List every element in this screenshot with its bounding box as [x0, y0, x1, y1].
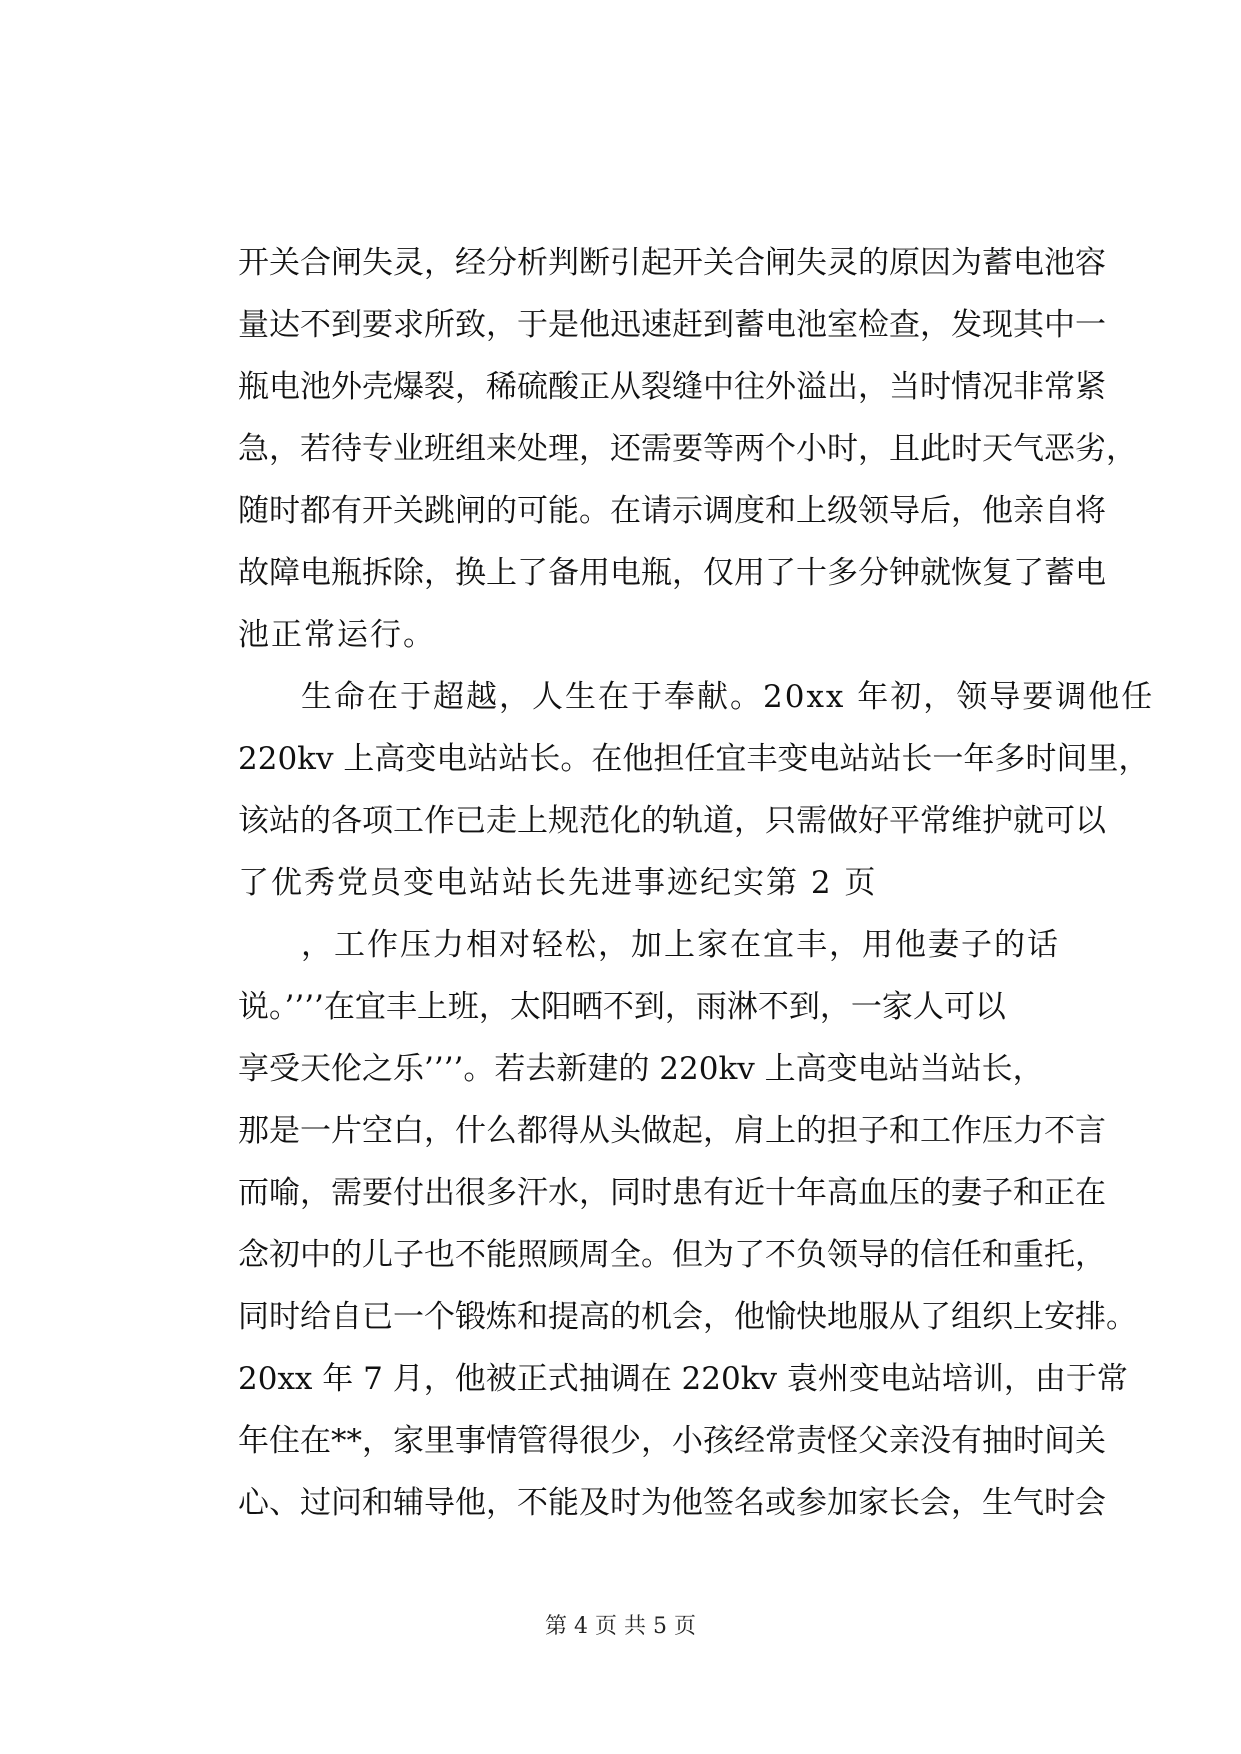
text-line: 说。’’’’在宜丰上班，太阳晒不到，雨淋不到，一家人可以: [238, 989, 1006, 1025]
text-line: 而喻，需要付出很多汗水，同时患有近十年高血压的妻子和正在: [238, 1175, 1106, 1211]
text-line: 享受天伦之乐’’’’。若去新建的 220kv 上高变电站当站长，: [238, 1051, 1044, 1087]
page-footer: [0, 1612, 1241, 1642]
text-line: 同时给自已一个锻炼和提高的机会，他愉快地服从了组织上安排。: [238, 1299, 1137, 1335]
text-line: 量达不到要求所致，于是他迅速赶到蓄电池室检查，发现其中一: [238, 307, 1106, 343]
text-line: ，工作压力相对轻松，加上家在宜丰，用他妻子的话: [301, 927, 1060, 963]
text-line: 该站的各项工作已走上规范化的轨道，只需做好平常维护就可以: [238, 803, 1106, 839]
text-line: 随时都有开关跳闸的可能。在请示调度和上级领导后，他亲自将: [238, 493, 1106, 529]
text-line: 池正常运行。: [238, 617, 436, 653]
text-line: 故障电瓶拆除，换上了备用电瓶，仅用了十多分钟就恢复了蓄电: [238, 555, 1106, 591]
text-line: 急，若待专业班组来处理，还需要等两个小时，且此时天气恶劣，: [238, 431, 1137, 467]
text-line: 年住在**，家里事情管得很少，小孩经常责怪父亲没有抽时间关: [238, 1423, 1106, 1459]
page-number-label: 第 4 页 共 5 页: [545, 1614, 696, 1639]
document-body: [238, 232, 1155, 1534]
text-line: 生命在于超越，人生在于奉献。20xx 年初，领导要调他任: [301, 679, 1155, 715]
text-line: 220kv 上高变电站站长。在他担任宜丰变电站站长一年多时间里，: [238, 741, 1150, 777]
text-line: 那是一片空白，什么都得从头做起，肩上的担子和工作压力不言: [238, 1113, 1106, 1149]
text-line: 念初中的儿子也不能照顾周全。但为了不负领导的信任和重托，: [238, 1237, 1106, 1273]
text-line: 了优秀党员变电站站长先进事迹纪实第 2 页: [238, 865, 878, 901]
text-line: 开关合闸失灵，经分析判断引起开关合闸失灵的原因为蓄电池容: [238, 245, 1106, 281]
text-line: 20xx 年 7 月，他被正式抽调在 220kv 袁州变电站培训，由于常: [238, 1361, 1128, 1397]
text-line: 心、过问和辅导他，不能及时为他签名或参加家长会，生气时会: [238, 1485, 1106, 1521]
text-line: 瓶电池外壳爆裂，稀硫酸正从裂缝中往外溢出，当时情况非常紧: [238, 369, 1106, 405]
